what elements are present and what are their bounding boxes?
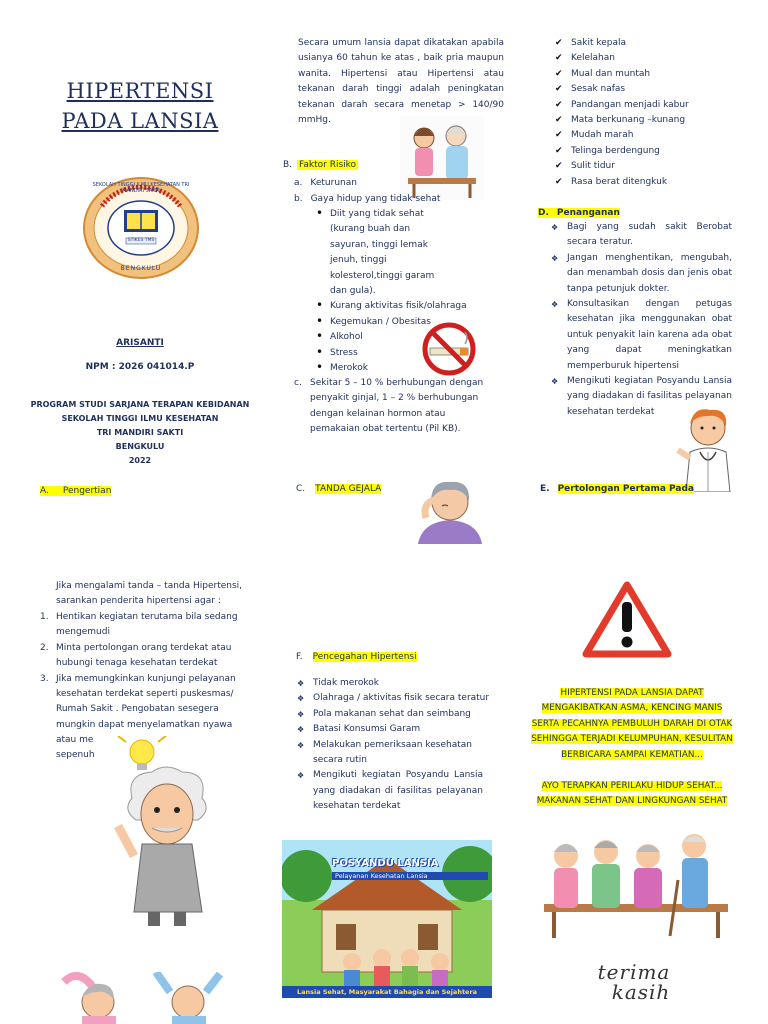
list-item-text: Jika memungkinkan kunjungi pelayanan kesehatan terdekat seperti puskesmas/ Rumah Sakit . Pengobatan sesegera mungkin dapat menyelamatkan nyawa <box>56 673 236 730</box>
faktor-a <box>294 176 484 191</box>
heading-faktor-text: Faktor Risiko <box>299 160 357 170</box>
list-item-number: 1. <box>40 612 49 622</box>
heading-pertolongan-label: E. <box>540 484 550 494</box>
doctor-illustration <box>672 406 738 492</box>
institution-line: TRI MANDIRI SAKTI <box>96 428 184 437</box>
institution-line: BENGKULU <box>115 442 165 451</box>
faktor-c-text: Sekitar 5 – 10 % berhubungan dengan penyakit ginjal, 1 – 2 % berhubungan dengan kelainan hormon atau pemakaian obat tertentu (Pil KB). <box>310 378 484 435</box>
list-item: ❖ Olahraga / aktivitas fisik secara teratur <box>297 691 513 706</box>
list-item: ✔ Mudah marah <box>555 128 745 143</box>
list-item <box>40 641 240 672</box>
list-item: ✔ Mual dan muntah <box>555 67 745 82</box>
no-smoking-icon <box>420 322 478 376</box>
heading-faktor <box>283 158 358 172</box>
posyandu-title: POSYANDU LANSIA <box>332 858 439 869</box>
exercising-elderly-illustration <box>58 972 228 1024</box>
list-item: ✔ Sakit kepala <box>555 36 745 51</box>
warning-message <box>512 686 752 810</box>
list-item: • Alkohol <box>314 330 440 345</box>
list-item: • Stress <box>314 346 440 361</box>
heading-pengertian-text: Pengertian <box>49 486 112 496</box>
list-item: ❖ Konsultasikan dengan petugas kesehatan jika menggunakan obat untuk penyakit lain karena ada obat yang dapat meningkatkan memperburuk hipertensi <box>551 297 732 374</box>
faktor-b-text: Gaya hidup yang tidak sehat <box>310 194 441 204</box>
list-item: ✔ Telinga berdengung <box>555 144 745 159</box>
thank-you-signature <box>584 962 684 1002</box>
list-item: • Kurang aktivitas fisik/olahraga <box>314 299 490 314</box>
list-item: ✔ Rasa berat ditengkuk <box>555 175 745 190</box>
thanks-line-2: kasih <box>611 980 671 1004</box>
list-item: ❖ Bagi yang sudah sakit Berobat secara teratur. <box>551 220 732 251</box>
list-item <box>40 610 240 641</box>
faktor-c <box>294 376 484 438</box>
author-block <box>40 336 240 375</box>
list-item: ✔ Pandangan menjadi kabur <box>555 98 745 113</box>
heading-penanganan-text: Penanganan <box>549 208 620 218</box>
heading-tanda-label: C. <box>296 484 306 494</box>
pertolongan-tail-1: atau me <box>56 735 94 745</box>
heading-faktor-label: B. <box>283 160 293 170</box>
list-item: ❖ Mengikuti kegiatan Posyandu Lansia yang diadakan di fasilitas pelayanan kesehatan terdekat <box>297 768 483 814</box>
list-item: ❖ Pola makanan sehat dan seimbang <box>297 707 483 722</box>
pertolongan-list <box>40 610 240 733</box>
heading-penanganan-label: D. <box>538 208 549 218</box>
penanganan-list <box>551 220 732 420</box>
list-item: ❖ Melakukan pemeriksaan kesehatan secara rutin <box>297 738 483 769</box>
list-item-text: Hentikan kegiatan terutama bila sedang mengemudi <box>56 612 238 638</box>
faktor-b-label: b. <box>294 194 303 204</box>
heading-pertolongan <box>540 482 700 496</box>
heading-penanganan <box>538 206 620 220</box>
list-item: ❖ Mengikuti kegiatan Posyandu Lansia yang diadakan di fasilitas pelayanan kesehatan terdekat <box>551 374 732 420</box>
heading-tanda-text: TANDA GEJALA <box>315 484 382 494</box>
stikes-logo <box>82 176 200 280</box>
call-to-action-line: AYO TERAPKAN PERILAKU HIDUP SEHAT... <box>541 781 723 792</box>
warning-line: HIPERTENSI PADA LANSIA DAPAT <box>560 688 704 698</box>
posyandu-tagline: Lansia Sehat, Masyarakat Bahagia dan Sejahtera <box>296 988 478 996</box>
logo-center-text: STIKES TMS <box>127 238 155 243</box>
list-item-number: 2. <box>40 642 49 653</box>
title-line-1: HIPERTENSI <box>66 79 214 103</box>
pertolongan-tail-2: sepenuh <box>56 750 95 760</box>
author-name: ARISANTI <box>116 338 164 348</box>
logo-ring-text: SEKOLAH TINGGI ILMU KESEHATAN TRI MANDIRI SAKTI <box>92 182 190 194</box>
warning-line: MENGAKIBATKAN ASMA, KENCING MANIS <box>541 703 723 714</box>
elderly-group-illustration <box>544 828 728 940</box>
list-item: ❖ Tidak merokok <box>297 676 483 691</box>
list-item: ✔ Kelelahan <box>555 51 745 66</box>
call-to-action-line: MAKANAN SEHAT DAN LINGKUNGAN SEHAT <box>536 796 728 807</box>
warning-line: SERTA PECAHNYA PEMBULUH DARAH DI OTAK <box>531 718 733 729</box>
heading-pengertian <box>40 484 111 498</box>
heading-pencegahan <box>296 650 417 664</box>
list-item: • Kegemukan / Obesitas <box>314 315 490 330</box>
list-item: • Diit yang tidak sehat (kurang buah dan sayuran, tinggi lemak jenuh, tinggi kolesterol,tinggi garam dan gula). <box>314 207 440 299</box>
author-npm: NPM : 2026 041014.P <box>85 362 195 372</box>
list-item: ✔ Sesak nafas <box>555 82 745 97</box>
warning-line: SEHINGGA TERJADI KELUMPUHAN, KESULITAN <box>531 734 733 745</box>
institution-line: PROGRAM STUDI SARJANA TERAPAN KEBIDANAN <box>30 400 250 409</box>
institution-block <box>20 398 260 468</box>
list-item: ✔ Sulit tidur <box>555 159 745 174</box>
faktor-a-text: Keturunan <box>310 178 357 188</box>
faktor-c-label: c. <box>294 378 302 388</box>
title-line-2: PADA LANSIA <box>61 109 219 133</box>
posyandu-lansia-banner <box>282 840 492 998</box>
list-item-text: Minta pertolongan orang terdekat atau hubungi tenaga kesehatan terdekat <box>56 642 232 669</box>
heading-pengertian-label: A. <box>40 486 49 496</box>
pencegahan-list <box>297 676 490 815</box>
logo-bottom-text: BENGKULU <box>120 265 162 272</box>
symptom-list <box>555 36 745 190</box>
list-item: ❖ Batasi Konsumsi Garam <box>297 722 483 737</box>
heading-pencegahan-text: Pencegahan Hipertensi <box>312 652 417 662</box>
list-item <box>40 672 240 734</box>
list-item-number: 3. <box>40 673 49 684</box>
heading-pertolongan-text: Pertolongan Pertama Pada <box>557 484 694 494</box>
heading-tanda-gejala <box>296 482 381 496</box>
thanks-line-1: terima <box>597 960 671 984</box>
list-item: • Merokok <box>314 361 440 376</box>
intro-text: Secara umum lansia dapat dikatakan apabila usianya 60 tahun ke atas , baik pria maupun wanita. Hipertensi atau Hipertensi atau tekanan darah tinggi adalah peningkatan tekanan darah secara menetap > 140/90 mmHg. <box>298 38 504 126</box>
faktor-a-label: a. <box>294 178 303 188</box>
headache-elderly-illustration <box>412 478 488 544</box>
warning-line: BERBICARA SAMPAI KEMATIAN... <box>561 749 703 760</box>
heading-pencegahan-label: F. <box>296 652 303 662</box>
pertolongan-intro: Jika mengalami tanda – tanda Hipertensi, sarankan penderita hipertensi agar : <box>56 581 243 607</box>
thinking-scientist-illustration <box>112 736 222 928</box>
posyandu-subtitle: Pelayanan Kesehatan Lansia <box>332 872 488 880</box>
list-item: ❖ Jangan menghentikan, mengubah, dan menambah dosis dan jenis obat tanpa petunjuk dokter. <box>551 251 732 297</box>
institution-line: 2022 <box>128 456 152 465</box>
brochure-title <box>40 76 240 136</box>
warning-icon <box>582 580 672 658</box>
list-item: ✔ Mata berkunang –kunang <box>555 113 745 128</box>
institution-line: SEKOLAH TINGGI ILMU KESEHATAN <box>61 414 219 423</box>
